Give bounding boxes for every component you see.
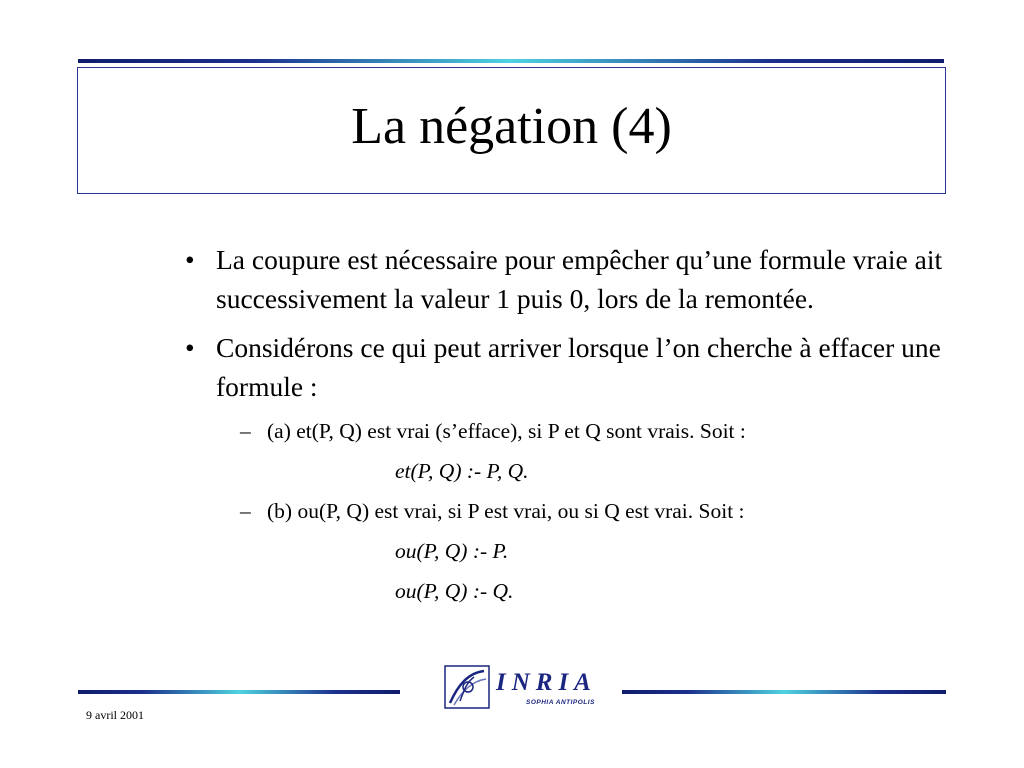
bullet-text: Considérons ce qui peut arriver lorsque l’on cherche à effacer une formule : bbox=[216, 332, 941, 402]
inria-logo bbox=[440, 665, 600, 713]
slide-title: La négation (4) bbox=[351, 97, 672, 155]
logo-wordmark: INRIA bbox=[496, 669, 597, 696]
sub-bullet-item bbox=[185, 416, 965, 446]
bullet-text: La coupure est nécessaire pour empêcher qu’une formule vraie ait successivement la valeur 1 puis 0, lors de la remontée. bbox=[216, 244, 943, 314]
sub-bullet-text: (a) et(P, Q) est vrai (s’efface), si P et Q sont vrais. Soit : bbox=[267, 419, 746, 443]
bullet-item bbox=[185, 240, 965, 318]
dash-marker: – bbox=[240, 499, 251, 523]
inria-logo-icon bbox=[444, 665, 490, 709]
bottom-divider-right bbox=[622, 690, 946, 694]
bullet-marker: • bbox=[185, 332, 195, 363]
slide-content bbox=[185, 240, 965, 616]
dash-marker: – bbox=[240, 419, 251, 443]
sub-bullet-item bbox=[185, 496, 965, 526]
logo-subtitle: SOPHIA ANTIPOLIS bbox=[526, 699, 595, 706]
top-divider bbox=[78, 59, 944, 63]
bullet-item bbox=[185, 328, 965, 406]
bottom-divider-left bbox=[78, 690, 400, 694]
sub-bullet-text: (b) ou(P, Q) est vrai, si P est vrai, ou si Q est vrai. Soit : bbox=[267, 499, 745, 523]
formula-line: ou(P, Q) :- P. bbox=[395, 539, 509, 563]
title-box bbox=[77, 67, 946, 194]
bullet-marker: • bbox=[185, 244, 195, 275]
formula-line: et(P, Q) :- P, Q. bbox=[395, 459, 529, 483]
footer-date: 9 avril 2001 bbox=[86, 708, 144, 722]
formula-line: ou(P, Q) :- Q. bbox=[395, 579, 514, 603]
